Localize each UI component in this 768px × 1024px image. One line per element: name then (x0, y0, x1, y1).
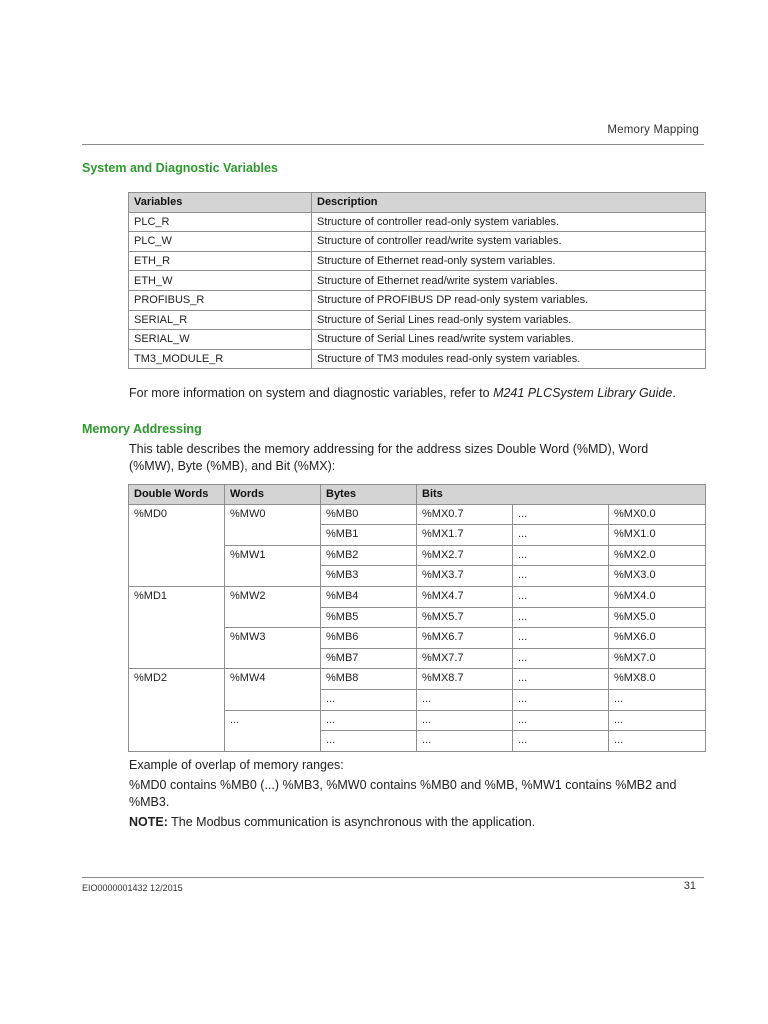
bit-high-cell: %MX2.7 (417, 545, 513, 566)
word-cell: ... (225, 710, 321, 751)
table-row (129, 349, 706, 369)
double-word-cell: %MD1 (129, 586, 225, 668)
byte-cell: %MB5 (321, 607, 417, 628)
overlap-example-line: %MD0 contains %MB0 (...) %MB3, %MW0 contains %MB0 and %MB, %MW1 contains %MB2 and (129, 778, 677, 792)
byte-cell: ... (321, 731, 417, 752)
bit-ellipsis-cell: ... (513, 525, 609, 546)
system-variables-table (128, 192, 706, 369)
byte-cell: %MB3 (321, 566, 417, 587)
page-number: 31 (683, 880, 696, 892)
word-cell: %MW4 (225, 669, 321, 710)
bit-low-cell: %MX2.0 (609, 545, 706, 566)
bit-low-cell: %MX6.0 (609, 628, 706, 649)
bit-low-cell: %MX1.0 (609, 525, 706, 546)
byte-cell: %MB2 (321, 545, 417, 566)
variable-description: Structure of TM3 modules read-only system variables. (312, 349, 706, 369)
double-word-cell: %MD2 (129, 669, 225, 751)
bit-low-cell: %MX7.0 (609, 648, 706, 669)
word-cell: %MW0 (225, 504, 321, 545)
overlap-example-title: Example of overlap of memory ranges: (129, 758, 344, 772)
column-header-bits: Bits (417, 485, 706, 505)
bit-ellipsis-cell: ... (513, 586, 609, 607)
variable-description: Structure of Ethernet read-only system variables. (312, 251, 706, 271)
variable-name: PLC_R (129, 212, 312, 232)
section-title-system-diagnostic: System and Diagnostic Variables (82, 161, 278, 175)
table-row (129, 212, 706, 232)
bit-high-cell: %MX4.7 (417, 586, 513, 607)
bit-low-cell: %MX4.0 (609, 586, 706, 607)
table-row (129, 232, 706, 252)
variable-description: Structure of PROFIBUS DP read-only system variables. (312, 290, 706, 310)
bit-high-cell: %MX1.7 (417, 525, 513, 546)
table-row (129, 271, 706, 291)
header-rule (82, 144, 704, 145)
table-row (129, 586, 706, 607)
bit-high-cell: %MX6.7 (417, 628, 513, 649)
byte-cell: %MB8 (321, 669, 417, 690)
bit-high-cell: %MX8.7 (417, 669, 513, 690)
byte-cell: %MB7 (321, 648, 417, 669)
variable-description: Structure of Serial Lines read/write system variables. (312, 330, 706, 350)
bit-low-cell: %MX5.0 (609, 607, 706, 628)
table-row (129, 290, 706, 310)
byte-cell: ... (321, 710, 417, 731)
variable-name: SERIAL_R (129, 310, 312, 330)
reference-note-suffix: . (672, 386, 676, 400)
variable-name: ETH_R (129, 251, 312, 271)
footer-rule (82, 877, 704, 878)
bit-low-cell: ... (609, 689, 706, 710)
note-label: NOTE: (129, 815, 168, 829)
variable-name: PROFIBUS_R (129, 290, 312, 310)
byte-cell: ... (321, 689, 417, 710)
double-word-cell: %MD0 (129, 504, 225, 586)
modbus-note (129, 814, 709, 831)
bit-high-cell: %MX5.7 (417, 607, 513, 628)
bit-ellipsis-cell: ... (513, 566, 609, 587)
bit-ellipsis-cell: ... (513, 648, 609, 669)
bit-ellipsis-cell: ... (513, 545, 609, 566)
bit-high-cell: ... (417, 731, 513, 752)
variable-name: TM3_MODULE_R (129, 349, 312, 369)
bit-ellipsis-cell: ... (513, 731, 609, 752)
variable-name: SERIAL_W (129, 330, 312, 350)
column-header-description: Description (312, 193, 706, 213)
bit-high-cell: ... (417, 689, 513, 710)
memory-addressing-table (128, 484, 706, 752)
table-row (129, 504, 706, 525)
variable-description: Structure of controller read-only system variables. (312, 212, 706, 232)
column-header-words: Words (225, 485, 321, 505)
variable-name: PLC_W (129, 232, 312, 252)
byte-cell: %MB1 (321, 525, 417, 546)
bit-ellipsis-cell: ... (513, 689, 609, 710)
variable-description: Structure of controller read/write system variables. (312, 232, 706, 252)
system-variables-reference-note (129, 385, 709, 402)
bit-low-cell: %MX8.0 (609, 669, 706, 690)
section-title-memory-addressing: Memory Addressing (82, 422, 202, 436)
bit-high-cell: ... (417, 710, 513, 731)
overlap-example-line: %MB3. (129, 795, 170, 809)
bit-ellipsis-cell: ... (513, 710, 609, 731)
bit-high-cell: %MX3.7 (417, 566, 513, 587)
variable-description: Structure of Ethernet read/write system variables. (312, 271, 706, 291)
table-row (129, 669, 706, 690)
bit-low-cell: %MX0.0 (609, 504, 706, 525)
table-row (129, 251, 706, 271)
note-text: The Modbus communication is asynchronous with the application. (167, 815, 536, 829)
table-header-row (129, 193, 706, 213)
bit-high-cell: %MX7.7 (417, 648, 513, 669)
bit-low-cell: ... (609, 731, 706, 752)
intro-line: (%MW), Byte (%MB), and Bit (%MX): (129, 459, 336, 473)
byte-cell: %MB4 (321, 586, 417, 607)
memory-addressing-intro (129, 441, 709, 475)
bit-low-cell: %MX3.0 (609, 566, 706, 587)
bit-high-cell: %MX0.7 (417, 504, 513, 525)
variable-name: ETH_W (129, 271, 312, 291)
overlap-example-text (129, 777, 709, 811)
word-cell: %MW1 (225, 545, 321, 586)
page-header-title: Memory Mapping (607, 124, 699, 136)
byte-cell: %MB0 (321, 504, 417, 525)
variable-description: Structure of Serial Lines read-only system variables. (312, 310, 706, 330)
bit-ellipsis-cell: ... (513, 607, 609, 628)
word-cell: %MW2 (225, 586, 321, 627)
intro-line: This table describes the memory addressing for the address sizes Double Word (%MD), Word (129, 442, 649, 456)
table-row (129, 330, 706, 350)
byte-cell: %MB6 (321, 628, 417, 649)
table-header-row (129, 485, 706, 505)
bit-ellipsis-cell: ... (513, 504, 609, 525)
bit-ellipsis-cell: ... (513, 669, 609, 690)
column-header-variables: Variables (129, 193, 312, 213)
bit-ellipsis-cell: ... (513, 628, 609, 649)
column-header-bytes: Bytes (321, 485, 417, 505)
reference-note-text: For more information on system and diagnostic variables, refer to (129, 386, 494, 400)
library-guide-reference: M241 PLCSystem Library Guide (493, 386, 673, 400)
document-id: EIO0000001432 12/2015 (82, 883, 183, 893)
word-cell: %MW3 (225, 628, 321, 669)
column-header-double-words: Double Words (129, 485, 225, 505)
table-row (129, 310, 706, 330)
bit-low-cell: ... (609, 710, 706, 731)
